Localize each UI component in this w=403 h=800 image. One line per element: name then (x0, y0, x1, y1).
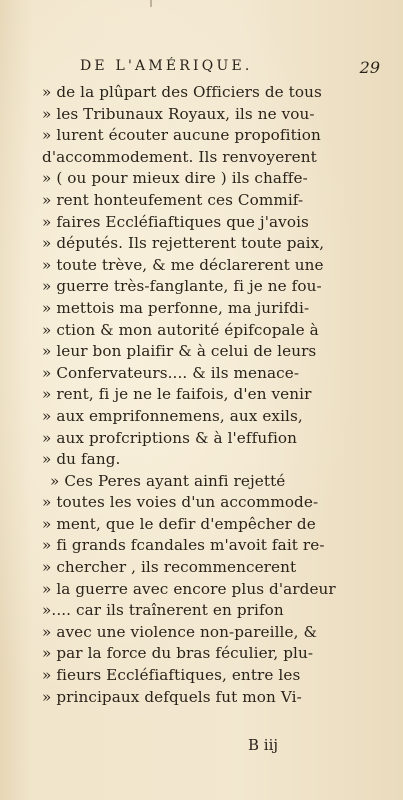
text-line: » chercher , ils recommencerent (42, 558, 297, 577)
text-line: » du fang. (42, 450, 121, 469)
text-line: » aux emprifonnemens, aux exils, (42, 406, 303, 425)
text-line: » ( ou pour mieux dire ) ils chaffe- (42, 169, 308, 188)
page-header (80, 58, 380, 82)
text-line: » les Tribunaux Royaux, ils ne vou- (42, 104, 315, 123)
text-line: » aux profcriptions & à l'effufion (42, 428, 298, 447)
text-line: ».... car ils traînerent en prifon (42, 601, 284, 620)
text-line: » fieurs Eccléfiaftiques, entre les (42, 666, 301, 685)
text-line: » la guerre avec encore plus d'ardeur (42, 579, 336, 598)
text-line: » faires Eccléfiaftiques que j'avois (42, 212, 309, 231)
text-line: » de la plûpart des Officiers de tous (42, 83, 322, 101)
text-line: » leur bon plaifir & à celui de leurs (42, 342, 317, 361)
page-edge-mark (150, 0, 152, 7)
text-line: » lurent écouter aucune propofition (42, 126, 321, 145)
paragraph-start-line: » Ces Peres ayant ainfi rejetté (50, 471, 286, 490)
text-line: » rent honteufement ces Commif- (42, 190, 304, 209)
text-line: » ction & mon autorité épifcopale à (42, 320, 319, 339)
text-line: » députés. Ils rejetterent toute paix, (42, 234, 325, 253)
text-line: » toutes les voies d'un accommode- (42, 493, 319, 512)
page-number: 29 (359, 58, 380, 77)
running-title: DE L'AMÉRIQUE. (80, 58, 253, 74)
text-line: » par la force du bras féculier, plu- (42, 644, 314, 663)
text-line: » guerre très-fanglante, fi je ne fou- (42, 277, 322, 296)
text-line: » rent, fi je ne le faifois, d'en venir (42, 385, 312, 404)
text-line: » toute trève, & me déclarerent une (42, 255, 324, 274)
text-line: » ment, que le defir d'empêcher de (42, 514, 316, 533)
text-line: » avec une violence non-pareille, & (42, 622, 318, 641)
signature-mark: B iij (248, 736, 279, 754)
text-line: » mettois ma perfonne, ma jurifdi- (42, 298, 310, 317)
text-line: » Confervateurs.... & ils menace- (42, 363, 300, 382)
text-line: » principaux defquels fut mon Vi- (42, 687, 302, 706)
text-line: » fi grands fcandales m'avoit fait re- (42, 536, 325, 555)
text-line: d'accommodement. Ils renvoyerent (42, 147, 317, 166)
body-text (42, 82, 382, 708)
